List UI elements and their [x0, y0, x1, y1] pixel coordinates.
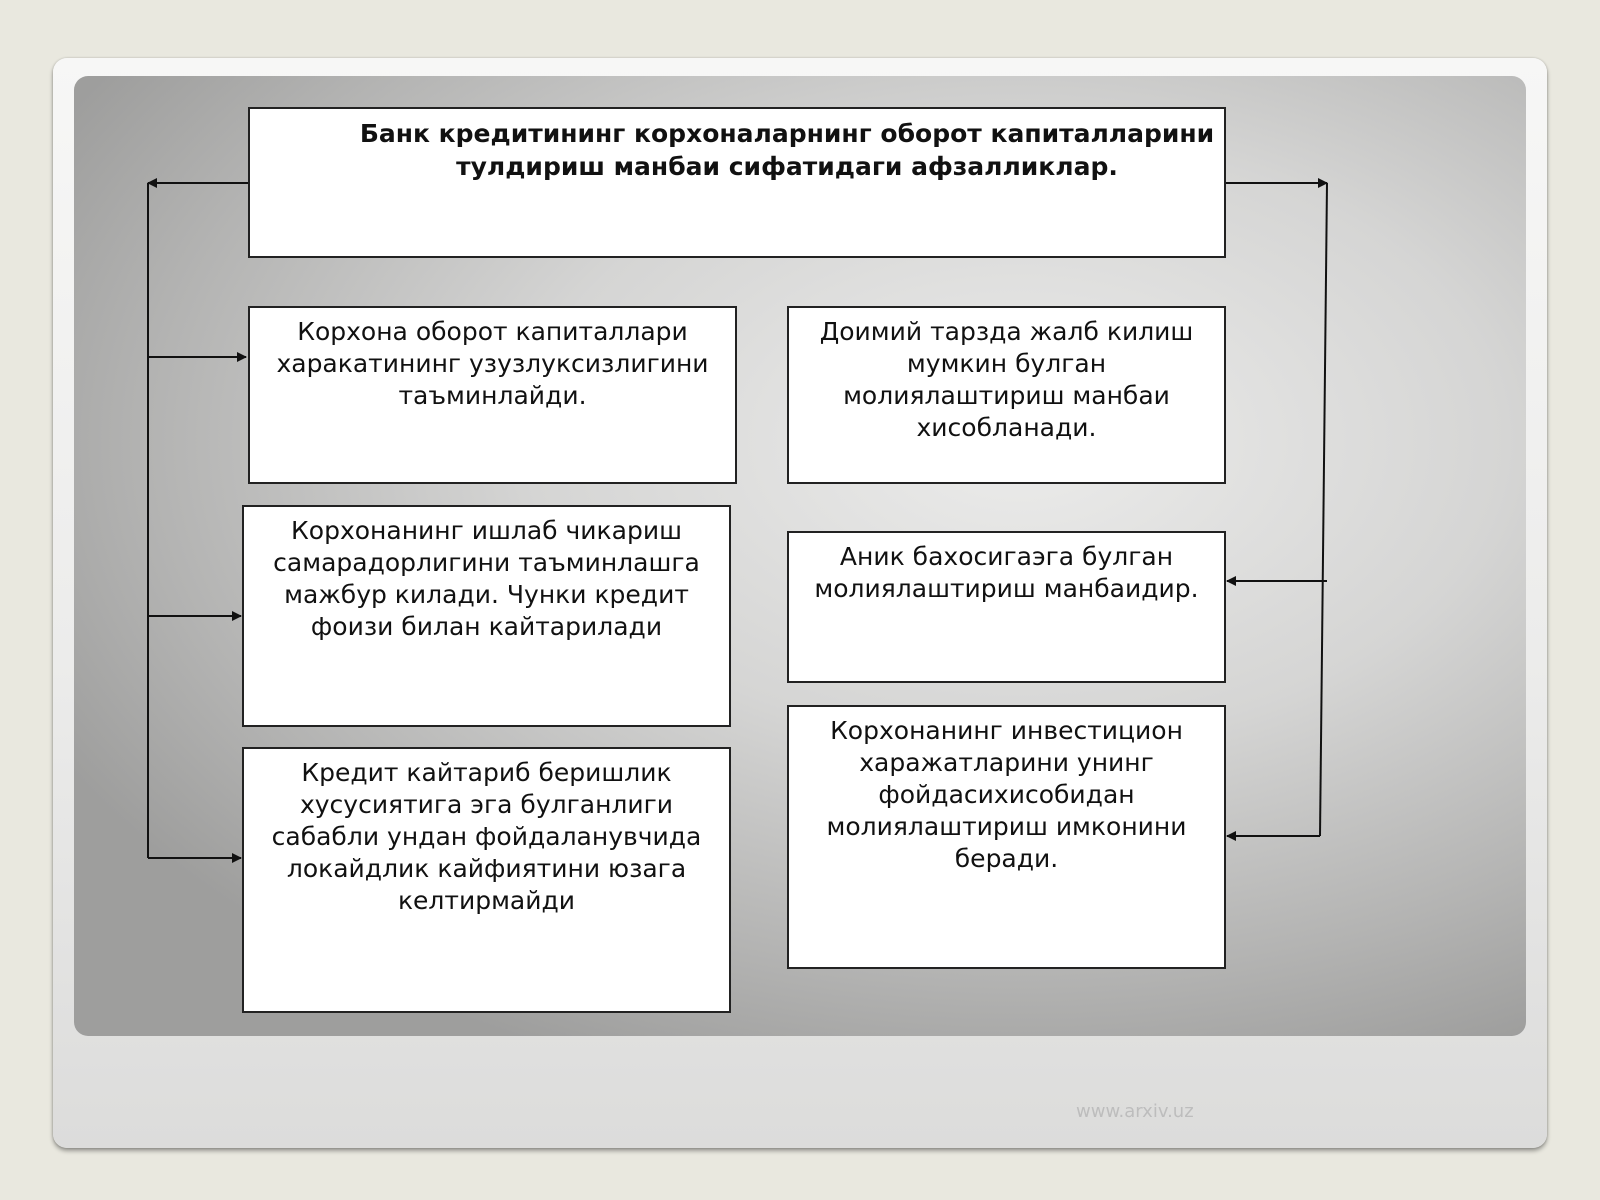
right-box-2: Аник бахосигаэга булган молиялаштириш манбаидир.	[787, 531, 1226, 683]
left-box-2: Корхонанинг ишлаб чикариш самарадорлигини таъминлашга мажбур килади. Чунки кредит фоизи билан кайтарилади	[242, 505, 731, 727]
watermark: www.arxiv.uz	[1076, 1101, 1194, 1122]
left-box-3: Кредит кайтариб беришлик хусусиятига эга булганлиги сабабли ундан фойдаланувчида локайдлик кайфиятини юзага келтирмайди	[242, 747, 731, 1013]
left-box-1: Корхона оборот капиталлари харакатининг узузлуксизлигини таъминлайди.	[248, 306, 737, 484]
right-trunk-line	[1320, 183, 1327, 836]
right-box-1: Доимий тарзда жалб килиш мумкин булган молиялаштириш манбаи хисобланади.	[787, 306, 1226, 484]
right-box-3: Корхонанинг инвестицион харажатларини унинг фойдасихисобидан молиялаштириш имконини беради.	[787, 705, 1226, 969]
diagram-title: Банк кредитининг корхоналарнинг оборот капиталларини тулдириш манбаи сифатидаги афзалликлар.	[248, 107, 1226, 258]
